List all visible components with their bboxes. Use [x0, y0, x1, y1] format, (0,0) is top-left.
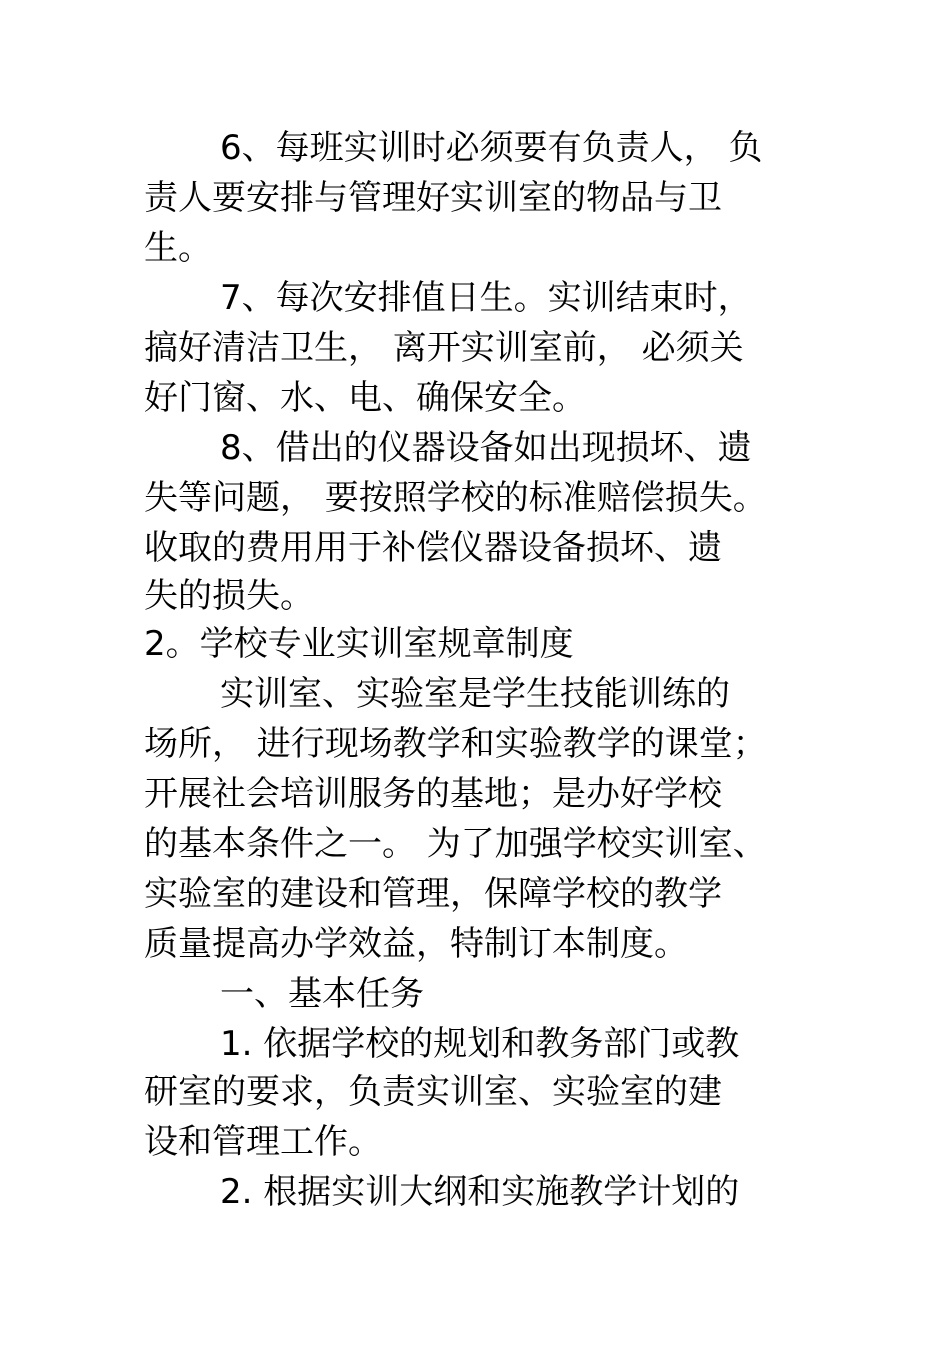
text-line: 好门窗、水、电、确保安全。 — [144, 378, 586, 418]
text-line: 研室的要求，负责实训室、实验室的建 — [144, 1072, 722, 1112]
text-line: 搞好清洁卫生， 离开实训室前， 必须关 — [144, 328, 744, 368]
text-line: 失等问题， 要按照学校的标准赔偿损失。 — [144, 478, 767, 518]
text-line: 的基本条件之一。 为了加强学校实训室、 — [144, 824, 767, 864]
subsection-heading: 一、基本任务 — [220, 974, 424, 1014]
text-line: 8、借出的仪器设备如出现损坏、遗 — [220, 428, 752, 468]
text-line: 质量提高办学效益，特制订本制度。 — [144, 924, 688, 964]
text-line: 开展社会培训服务的基地；是办好学校 — [144, 774, 722, 814]
text-line: 责人要安排与管理好实训室的物品与卫 — [144, 178, 722, 218]
text-line: 6、每班实训时必须要有负责人， 负 — [220, 128, 763, 168]
text-line: 实验室的建设和管理，保障学校的教学 — [144, 874, 722, 914]
text-line: 收取的费用用于补偿仪器设备损坏、遗 — [144, 528, 722, 568]
section-heading: 2。学校专业实训室规章制度 — [144, 624, 574, 664]
text-line: 2. 根据实训大纲和实施教学计划的 — [220, 1172, 740, 1212]
text-line: 1. 依据学校的规划和教务部门或教 — [220, 1024, 740, 1064]
text-line: 7、每次安排值日生。实训结束时， — [220, 278, 752, 318]
text-line: 实训室、实验室是学生技能训练的 — [220, 674, 730, 714]
text-line: 设和管理工作。 — [144, 1122, 382, 1162]
text-line: 失的损失。 — [144, 576, 314, 616]
text-line: 生。 — [144, 228, 212, 268]
text-line: 场所， 进行现场教学和实验教学的课堂； — [144, 724, 767, 764]
